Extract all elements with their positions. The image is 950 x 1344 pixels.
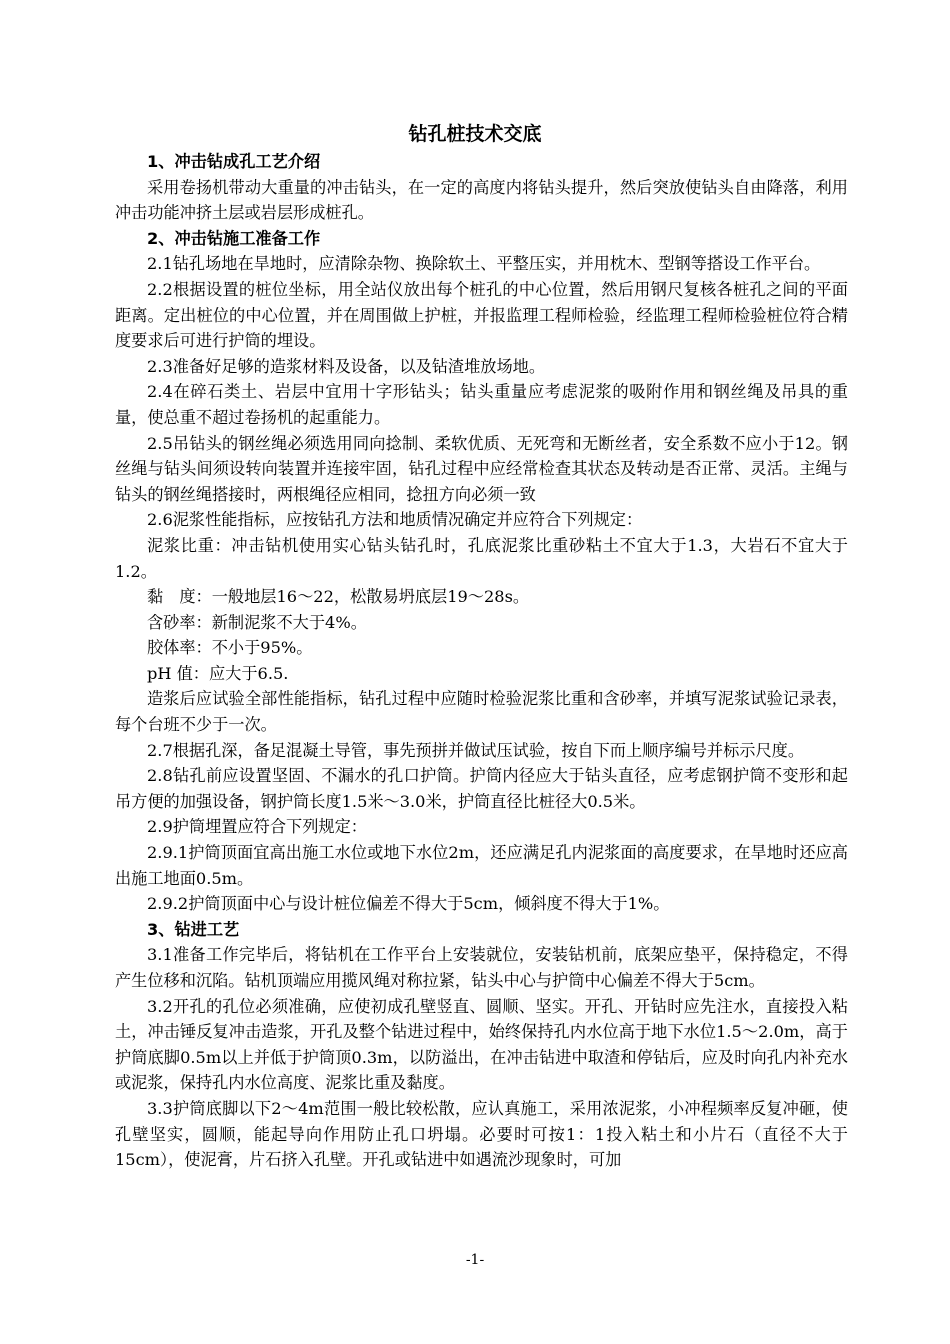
paragraph: 2.4在碎石类土、岩层中宜用十字形钻头；钻头重量应考虑泥浆的吸附作用和钢丝绳及吊具的重量，使总重不超过卷扬机的起重能力。 — [115, 382, 848, 427]
document-body — [115, 149, 848, 1173]
section-heading-3: 3、钻进工艺 — [147, 919, 240, 939]
paragraph: 含砂率：新制泥浆不大于4%。 — [147, 612, 367, 632]
paragraph: 3.1准备工作完毕后，将钻机在工作平台上安装就位，安装钻机前，底架应垫平，保持稳定，不得产生位移和沉陷。钻机顶端应用揽风绳对称拉紧，钻头中心与护筒中心偏差不得大于5cm。 — [115, 945, 848, 990]
paragraph: 2.2根据设置的桩位坐标，用全站仪放出每个桩孔的中心位置，然后用钢尺复核各桩孔之间的平面距离。定出桩位的中心位置，并在周围做上护桩，并报监理工程师检验，经监理工程师检验桩位符合精度要求后可进行护筒的埋设。 — [115, 279, 848, 351]
paragraph: 2.5吊钻头的钢丝绳必须选用同向捻制、柔软优质、无死弯和无断丝者，安全系数不应小于12。钢丝绳与钻头间须设转向装置并连接牢固，钻孔过程中应经常检查其状态及转动是否正常、灵活。主绳与钻头的钢丝绳搭接时，两根绳径应相同，捻扭方向必须一致 — [115, 433, 848, 504]
paragraph: 3.2开孔的孔位必须准确，应使初成孔壁竖直、圆顺、坚实。开孔、开钻时应先注水，直接投入粘土，冲击锤反复冲击造浆，开孔及整个钻进过程中，始终保持孔内水位高于地下水位1.5～2.0m，高于护筒底脚0.5m以上并低于护筒顶0.3m，以防溢出，在冲击钻进中取渣和停钻后，应及时向孔内补充水或泥浆，保持孔内水位高度、泥浆比重及黏度。 — [115, 996, 848, 1093]
paragraph: 3.3护筒底脚以下2～4m范围一般比较松散，应认真施工，采用浓泥浆，小冲程频率反复冲砸，使孔壁坚实，圆顺，能起导向作用防止孔口坍塌。必要时可按1：1投入粘土和小片石（直径不大于15cm），使泥膏，片石挤入孔壁。开孔或钻进中如遇流沙现象时，可加 — [115, 1098, 848, 1170]
paragraph: 泥浆比重：冲击钻机使用实心钻头钻孔时，孔底泥浆比重砂粘土不宜大于1.3，大岩石不宜大于1.2。 — [115, 535, 848, 581]
paragraph: 2.7根据孔深，备足混凝土导管，事先预拼并做试压试验，按自下而上顺序编号并标示尺度。 — [147, 740, 805, 760]
paragraph: 造浆后应试验全部性能指标，钻孔过程中应随时检验泥浆比重和含砂率，并填写泥浆试验记录表，每个台班不少于一次。 — [115, 689, 848, 735]
paragraph: 2.9.1护筒顶面宜高出施工水位或地下水位2m，还应满足孔内泥浆面的高度要求，在旱地时还应高出施工地面0.5m。 — [115, 843, 848, 888]
paragraph: 2.9.2护筒顶面中心与设计桩位偏差不得大于5cm，倾斜度不得大于1%。 — [147, 894, 670, 914]
section-heading-2: 2、冲击钻施工准备工作 — [147, 228, 321, 248]
paragraph: 2.6泥浆性能指标，应按钻孔方法和地质情况确定并应符合下列规定： — [147, 510, 643, 530]
paragraph: 2.1钻孔场地在旱地时，应清除杂物、换除软土、平整压实，并用枕木、型钢等搭设工作平台。 — [147, 254, 821, 274]
paragraph: 2.9护筒埋置应符合下列规定： — [147, 817, 367, 837]
document-title: 钻孔桩技术交底 — [408, 123, 542, 145]
paragraph: 2.8钻孔前应设置坚固、不漏水的孔口护筒。护筒内径应大于钻头直径，应考虑钢护筒不变形和起吊方便的加强设备，钢护筒长度1.5米～3.0米，护筒直径比桩径大0.5米。 — [115, 766, 848, 811]
section-heading-1: 1、冲击钻成孔工艺介绍 — [147, 152, 321, 171]
paragraph: 2.3准备好足够的造浆材料及设备，以及钻渣堆放场地。 — [147, 356, 546, 376]
paragraph: 黏 度：一般地层16～22，松散易坍底层19～28s。 — [147, 587, 530, 607]
paragraph: pH 值：应大于6.5. — [147, 663, 289, 683]
paragraph: 胶体率：不小于95%。 — [147, 638, 313, 658]
paragraph: 采用卷扬机带动大重量的冲击钻头，在一定的高度内将钻头提升，然后突放使钻头自由降落，利用冲击功能冲挤土层或岩层形成桩孔。 — [115, 177, 848, 223]
page-number: -1- — [465, 1252, 485, 1268]
